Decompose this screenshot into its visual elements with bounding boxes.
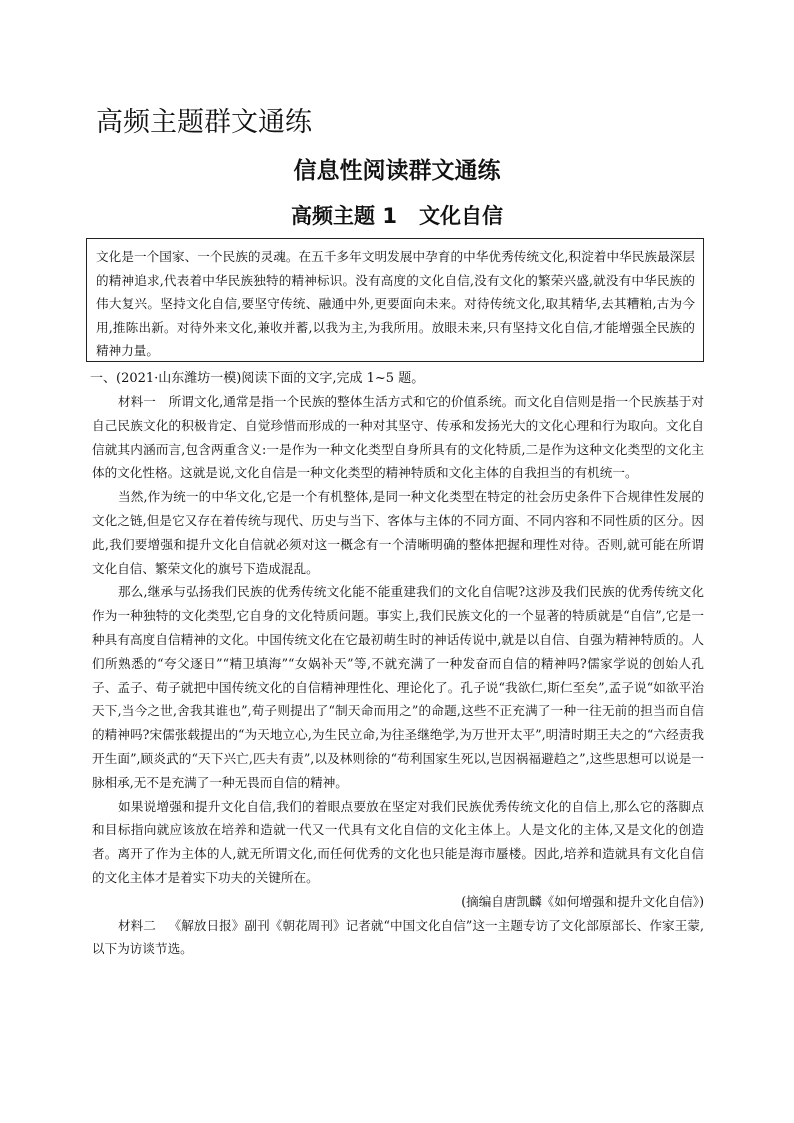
topic-number: 高频主题 1 [291,204,397,228]
page-title: 信息性阅读群文通练 [293,158,501,184]
intro-text: 文化是一个国家、一个民族的灵魂。在五千多年文明发展中孕育的中华优秀传统文化,积淀着中华民族最深层的精神追求,代表着中华民族独特的精神标识。没有高度的文化自信,没有文化的繁荣兴盛,就没有中华民族的伟大复兴。坚持文化自信,要坚守传统、融通中外,更要面向未来。对待传统文化,取其精华,去其糟粕,古为今用,推陈出新。对待外来文化,兼收并蓄,以我为主,为我所用。放眼未来,只有坚持文化自信,才能增强全民族的精神力量。 [96,249,695,359]
topic-name: 文化自信 [418,204,503,228]
material-two-label: 材料二 [118,917,156,933]
material-one-source: (摘编自唐凯麟《如何增强和提升文化自信》) [461,893,704,909]
series-title: 高频主题群文通练 [96,107,312,138]
question-heading: 一、(2021·山东潍坊一模)阅读下面的文字,完成 1~5 题。 [90,371,425,386]
material-two-paragraph-1 [92,914,704,962]
material-one-paragraph-1 [92,390,704,485]
material-one-paragraph-3: 那么,继承与弘扬我们民族的优秀传统文化能不能重建我们的文化自信呢?这涉及我们民族的优秀传统文化作为一种独特的文化类型,它自身的文化特质问题。事实上,我们民族文化的一个显著的特质就是“自信”,它是一种具有高度自信精神的文化。中国传统文化在它最初萌生时的神话传说中,就是以自信、自强为精神特质的。人们所熟悉的“夸父逐日”“精卫填海”“女娲补天”等,不就充满了一种发奋而自信的精神吗?儒家学说的创始人孔子、孟子、荀子就把中国传统文化的自信精神理性化、理论化了。孔子说“我欲仁,斯仁至矣”,孟子说“如欲平治天下,当今之世,舍我其谁也”,荀子则提出了“制天命而用之”的命题,这些不正充满了一种一往无前的担当而自信的精神吗?宋儒张载提出的“为天地立心,为生民立命,为往圣继绝学,为万世开太平”,明清时期王夫之的“六经责我开生面”,顾炎武的“天下兴亡,匹夫有责”,以及林则徐的“苟利国家生死以,岂因祸福避趋之”,这些思想可以说是一脉相承,无不是充满了一种无畏而自信的精神。 [92,584,704,790]
material-one-paragraph-4: 如果说增强和提升文化自信,我们的着眼点要放在坚定对我们民族优秀传统文化的自信上,那么它的落脚点和目标指向就应该放在培养和造就一代又一代具有文化自信的文化主体上。人是文化的主体,又是文化的创造者。离开了作为主体的人,就无所谓文化,而任何优秀的文化也只能是海市蜃楼。因此,培养和造就具有文化自信的文化主体才是着实下功夫的关键所在。 [92,798,704,885]
material-one-paragraph-2: 当然,作为统一的中华文化,它是一个有机整体,是同一种文化类型在特定的社会历史条件下合规律性发展的文化之链,但是它又存在着传统与现代、历史与当下、客体与主体的不同方面、不同内容和不同性质的区分。因此,我们要增强和提升文化自信就必须对这一概念有一个清晰明确的整体把握和理性对待。否则,就可能在所谓文化自信、繁荣文化的旗号下造成混乱。 [92,489,704,576]
paragraph-text: 所谓文化,通常是指一个民族的整体生活方式和它的价值系统。而文化自信则是指一个民族基于对自己民族文化的积极肯定、自觉珍惜而形成的一种对其坚守、传承和发扬光大的文化心理和行为取向。文化自信就其内涵而言,包含两重含义:一是作为一种文化类型自身所具有的文化特质,二是作为这种文化类型的文化主体的文化性格。这就是说,文化自信是一种文化类型的精神特质和文化主体的自我担当的有机统一。 [92,394,705,481]
material-one-label: 材料一 [118,394,156,409]
topic-title [0,200,794,230]
reading-passage [92,390,704,961]
paragraph-text: 《解放日报》副刊《朝花周刊》记者就“中国文化自信”这一主题专访了文化部原部长、作家王蒙,以下为访谈节选。 [92,917,704,957]
intro-box [86,238,704,362]
